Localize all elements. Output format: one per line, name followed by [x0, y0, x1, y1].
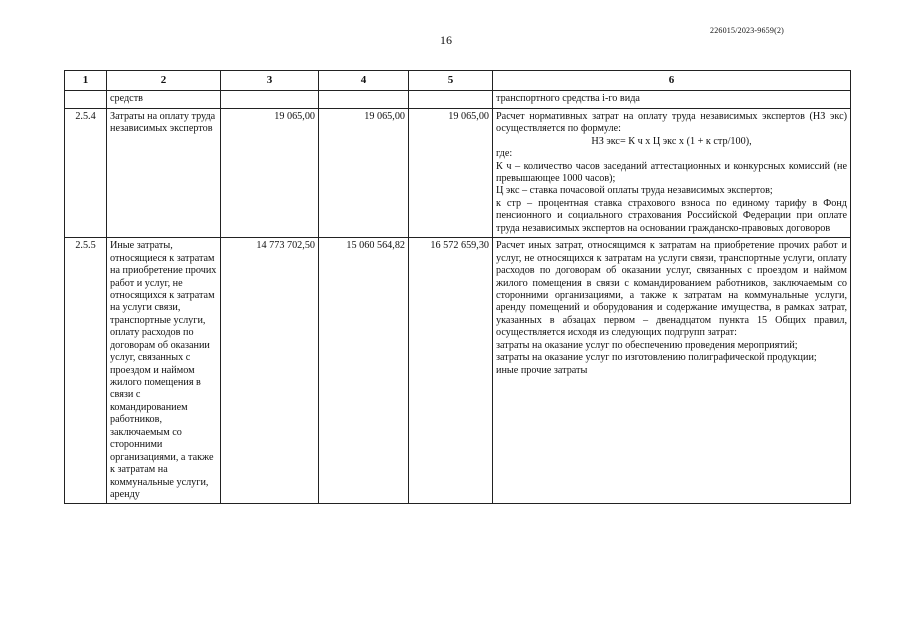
header-col-1: 1 — [65, 71, 107, 91]
row-description — [493, 108, 851, 237]
continuation-col-1 — [65, 91, 107, 108]
row-value-year3: 19 065,00 — [409, 108, 493, 237]
page-number: 16 — [440, 33, 452, 47]
continuation-col-5 — [409, 91, 493, 108]
row-name: Иные затраты, относящиеся к затратам на приобретение прочих работ и услуг, не относящихся к затратам на услуги связи, транспортные услуги, оплату расходов по договорам об оказании услуг, связанных с проездом и наймом жилого помещения в связи с командированием работников, заключаемым со сторонними организациями, а также к затратам на коммунальные услуги, аренду — [107, 238, 221, 504]
description-paragraph: Расчет нормативных затрат на оплату труда независимых экспертов (НЗ экс) осуществляется по формуле: — [496, 110, 847, 135]
row-description — [493, 238, 851, 504]
header-col-4: 4 — [319, 71, 409, 91]
continuation-col-3 — [221, 91, 319, 108]
header-col-3: 3 — [221, 71, 319, 91]
description-paragraph: иные прочие затраты — [496, 364, 588, 376]
description-paragraph: Расчет иных затрат, относящимся к затратам на приобретение прочих работ и услуг, не относящихся к затратам на услуги связи, транспортные услуги, оплату расходов по договорам об оказании услуг, связанных с проездом и наймом жилого помещения в связи с командированием работников, заключаемым со сторонними организациями, а также к затратам на коммунальные услуги, аренду помещений и оборудования и содержание имущества, в рамках затрат, указанных в абзацах первом – двенадцатом пункта 15 Общих правил, осуществляется исходя из следующих подгрупп затрат: — [496, 240, 847, 339]
continuation-col-6: транспортного средства i-го вида — [493, 91, 851, 108]
description-paragraph: к стр – процентная ставка страхового взноса по единому тарифу в Фонд пенсионного и социального страхования Российской Федерации при оплате труда независимых экспертов на основании гражданско-правовых договоров — [496, 197, 847, 234]
row-value-year3: 16 572 659,30 — [409, 238, 493, 504]
header-col-2: 2 — [107, 71, 221, 91]
continuation-row — [65, 91, 851, 108]
document-id: 226015/2023-9659(2) — [710, 26, 785, 35]
continuation-col-4 — [319, 91, 409, 108]
row-value-year2: 15 060 564,82 — [319, 238, 409, 504]
header-col-5: 5 — [409, 71, 493, 91]
row-name: Затраты на оплату труда независимых экспертов — [107, 108, 221, 237]
description-paragraph: К ч – количество часов заседаний аттестационных и конкурсных комиссий (не превышающее 1000 часов); — [496, 160, 847, 185]
header-col-6: 6 — [493, 71, 851, 91]
row-value-year2: 19 065,00 — [319, 108, 409, 237]
continuation-col-2: средств — [107, 91, 221, 108]
table-row — [65, 108, 851, 237]
description-paragraph: где: — [496, 148, 513, 160]
row-value-year1: 19 065,00 — [221, 108, 319, 237]
row-code: 2.5.5 — [65, 238, 107, 504]
description-paragraph: затраты на оказание услуг по изготовлению полиграфической продукции; — [496, 352, 817, 364]
formula: НЗ экс= К ч х Ц экс х (1 + к стр/100), — [591, 135, 752, 147]
table-row — [65, 238, 851, 504]
row-code: 2.5.4 — [65, 108, 107, 237]
row-value-year1: 14 773 702,50 — [221, 238, 319, 504]
cost-table — [64, 70, 851, 504]
table-header-row — [65, 71, 851, 91]
description-paragraph: затраты на оказание услуг по обеспечению проведения мероприятий; — [496, 339, 798, 351]
description-paragraph: Ц экс – ставка почасовой оплаты труда независимых экспертов; — [496, 185, 773, 197]
